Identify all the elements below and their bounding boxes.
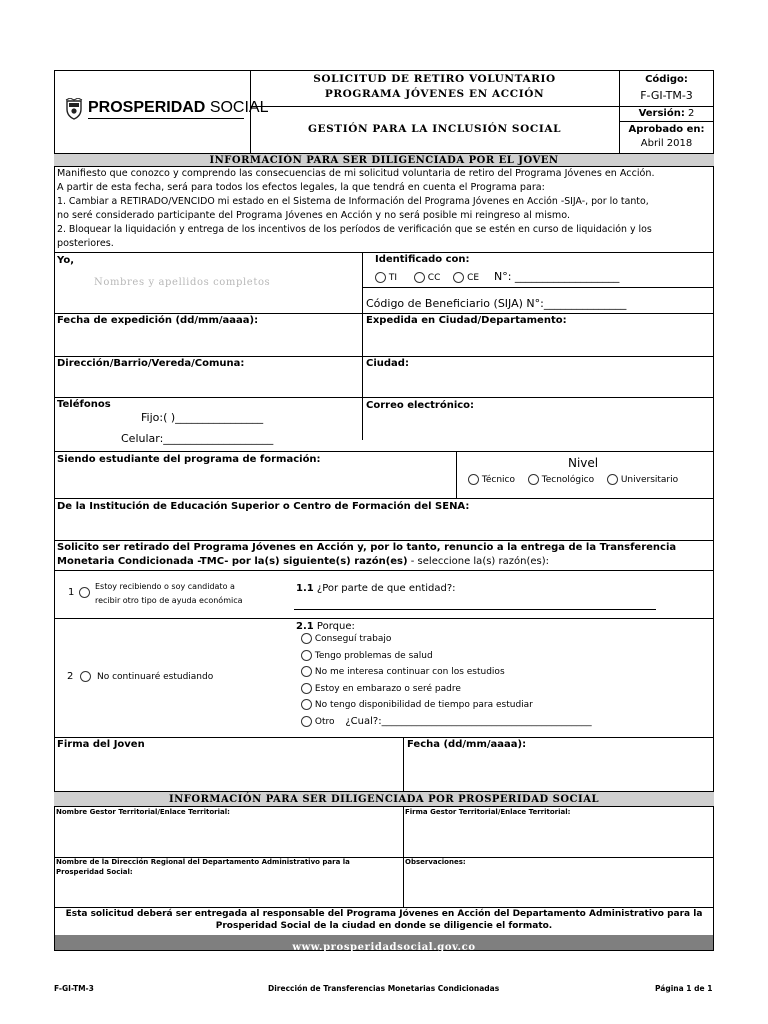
- direccion-regional-line2: Prosperidad Social:: [56, 868, 133, 876]
- id-ce-radio[interactable]: [453, 272, 464, 283]
- reason2-option[interactable]: [301, 716, 701, 733]
- version-value: 2: [688, 108, 695, 119]
- website-link[interactable]: www.prosperidadsocial.gov.co: [292, 942, 476, 953]
- option-radio[interactable]: [301, 633, 312, 644]
- observaciones-label: Observaciones:: [405, 858, 466, 866]
- option-label: No tengo disponibilidad de tiempo para estudiar: [314, 700, 533, 710]
- option-radio[interactable]: [301, 650, 312, 661]
- footer-code: F-GI-TM-3: [54, 984, 94, 993]
- reason1-radio[interactable]: [79, 587, 90, 598]
- codigo-label: Código:: [645, 74, 688, 85]
- reason2-text: No continuaré estudiando: [97, 672, 214, 682]
- note-line2: Prosperidad Social de la ciudad en donde se diligencie el formato.: [215, 921, 553, 931]
- intro-line: Manifiesto que conozco y comprendo las consecuencias de mi solicitud voluntaria de retiro del Programa Jóvenes en Acción.: [57, 168, 655, 179]
- fecha-firma-label: Fecha (dd/mm/aaaa):: [407, 739, 527, 750]
- reason2-option[interactable]: [301, 666, 701, 683]
- footer-center: Dirección de Transferencias Monetarias Condicionadas: [268, 984, 500, 993]
- yo-name-field[interactable]: Nombres y apellidos completos: [94, 277, 271, 288]
- direccion-regional-line1: Nombre de la Dirección Regional del Departamento Administrativo para la: [56, 858, 350, 866]
- section-prosperidad-title: INFORMACIÓN PARA SER DILIGENCIADA POR PROSPERIDAD SOCIAL: [54, 791, 714, 807]
- reason2-sub: [296, 621, 355, 632]
- id-cc-label: CC: [427, 273, 441, 283]
- solicito-line2: [57, 556, 549, 567]
- reason1-sub-num: 1.1: [296, 583, 314, 594]
- option-label: Estoy en embarazo o seré padre: [314, 683, 461, 694]
- reason1-num: 1: [68, 587, 75, 598]
- solicito-line2-bold: Monetaria Condicionada -TMC- por la(s) siguiente(s) razón(es): [57, 556, 408, 567]
- reason2-num: 2: [67, 671, 74, 682]
- expedida-en-label: Expedida en Ciudad/Departamento:: [366, 315, 567, 326]
- solicito-line1: Solicito ser retirado del Programa Jóvenes en Acción y, por lo tanto, renuncio a la entrega de la Transferencia: [57, 542, 677, 553]
- form-title-line2: PROGRAMA JÓVENES EN ACCIÓN: [324, 88, 545, 100]
- reason2-option[interactable]: [301, 633, 701, 650]
- form-subtitle: GESTIÓN PARA LA INCLUSIÓN SOCIAL: [307, 123, 562, 135]
- option-radio[interactable]: [301, 699, 312, 710]
- reason1-sub: [296, 583, 456, 594]
- logo-text-bold: PROSPERIDAD: [88, 99, 206, 116]
- intro-line: 2. Bloquear la liquidación y entrega de los incentivos de los períodos de verificación que se estén en curso de liquidación y los: [57, 224, 652, 235]
- option-radio[interactable]: [301, 716, 312, 727]
- reason2-radio[interactable]: [80, 671, 91, 682]
- option-label: Tengo problemas de salud: [314, 650, 433, 661]
- intro-line: posteriores.: [57, 238, 114, 249]
- reason1-sub-text: ¿Por parte de que entidad?:: [316, 583, 456, 594]
- reason1-line2: recibir otro tipo de ayuda económica: [95, 596, 243, 605]
- option-radio[interactable]: [301, 666, 312, 677]
- intro-line: A partir de esta fecha, será para todos los efectos legales, la que tendrá en cuenta el Programa para:: [57, 182, 545, 193]
- estudiante-label: Siendo estudiante del programa de formación:: [57, 454, 321, 465]
- version-label: Versión:: [638, 108, 685, 119]
- option-label: Conseguí trabajo: [314, 634, 392, 644]
- option-label: No me interesa continuar con los estudios: [314, 667, 505, 677]
- id-ce-label: CE: [467, 273, 480, 283]
- id-ti-radio[interactable]: [375, 272, 386, 283]
- reason1-line1: Estoy recibiendo o soy candidato a: [95, 582, 235, 591]
- firma-joven-label: Firma del Joven: [57, 739, 145, 750]
- website-bar: [55, 935, 713, 953]
- aprobado-label: Aprobado en:: [628, 124, 705, 135]
- direccion-label: Dirección/Barrio/Vereda/Comuna:: [57, 358, 245, 369]
- yo-label: Yo,: [57, 255, 74, 266]
- id-type-options: [375, 270, 619, 283]
- correo-label: Correo electrónico:: [366, 400, 475, 411]
- reason2-options: [301, 633, 701, 732]
- solicito-line2-rest: - seleccione la(s) razón(es):: [410, 556, 549, 567]
- codigo-value: F-GI-TM-3: [640, 89, 693, 102]
- version-row: [619, 108, 714, 119]
- telefono-fijo-field[interactable]: Fijo:( )________________: [141, 411, 264, 424]
- nivel-tecnico-label: Técnico: [481, 475, 515, 485]
- firma-gestor-label: Firma Gestor Territorial/Enlace Territorial:: [405, 808, 571, 816]
- nivel-label: Nivel: [568, 456, 599, 470]
- reason2-option[interactable]: [301, 683, 701, 700]
- identificado-label: Identificado con:: [375, 254, 470, 265]
- note-line1: Esta solicitud deberá ser entregada al responsable del Programa Jóvenes en Acción del Departamento Administrativo para la: [65, 909, 703, 919]
- telefonos-label: Teléfonos: [57, 399, 111, 410]
- footer-page: Página 1 de 1: [655, 984, 713, 993]
- institucion-label: De la Institución de Educación Superior o Centro de Formación del SENA:: [57, 501, 470, 512]
- fecha-expedicion-label: Fecha de expedición (dd/mm/aaaa):: [57, 315, 259, 326]
- otro-cual-field[interactable]: ¿Cual?:__________________________________________: [345, 715, 592, 727]
- option-label: Otro: [314, 716, 335, 727]
- id-number-field[interactable]: N°: ___________________: [493, 270, 620, 283]
- telefono-celular-field[interactable]: Celular:____________________: [121, 432, 274, 445]
- logo-text-light: SOCIAL: [209, 99, 269, 116]
- nivel-options: [468, 474, 678, 485]
- nivel-tecnologico-radio[interactable]: [528, 474, 539, 485]
- reason2-option[interactable]: [301, 699, 701, 716]
- reason2-sub-num: 2.1: [296, 621, 314, 632]
- codigo-beneficiario-field[interactable]: Código de Beneficiario (SIJA) N°:_______________: [366, 297, 627, 310]
- reason1-entity-field[interactable]: [294, 609, 656, 610]
- coat-of-arms-icon: [64, 98, 84, 120]
- intro-line: no seré considerado participante del Programa Jóvenes en Acción y no será posible mi reingreso al mismo.: [57, 210, 571, 221]
- nivel-tecnico-radio[interactable]: [468, 474, 479, 485]
- reason2-sub-text: Porque:: [316, 621, 355, 632]
- gestor-label: Nombre Gestor Territorial/Enlace Territorial:: [56, 808, 230, 816]
- id-cc-radio[interactable]: [414, 272, 425, 283]
- reason2-option[interactable]: [301, 650, 701, 667]
- section-joven-title: INFORMACIÓN PARA SER DILIGENCIADA POR EL JOVEN: [54, 153, 714, 167]
- ciudad-label: Ciudad:: [366, 358, 409, 369]
- intro-line: 1. Cambiar a RETIRADO/VENCIDO mi estado en el Sistema de Información del Programa Jóvenes en Acción -SIJA-, por lo tanto,: [57, 196, 649, 207]
- option-radio[interactable]: [301, 683, 312, 694]
- logo: [58, 94, 269, 128]
- id-ti-label: TI: [388, 273, 398, 283]
- intro-text: [57, 167, 713, 251]
- nivel-tecnologico-label: Tecnológico: [541, 475, 595, 485]
- form-title-line1: SOLICITUD DE RETIRO VOLUNTARIO: [313, 73, 556, 85]
- nivel-universitario-radio[interactable]: [607, 474, 618, 485]
- aprobado-value: Abril 2018: [640, 138, 693, 149]
- nivel-universitario-label: Universitario: [620, 475, 679, 485]
